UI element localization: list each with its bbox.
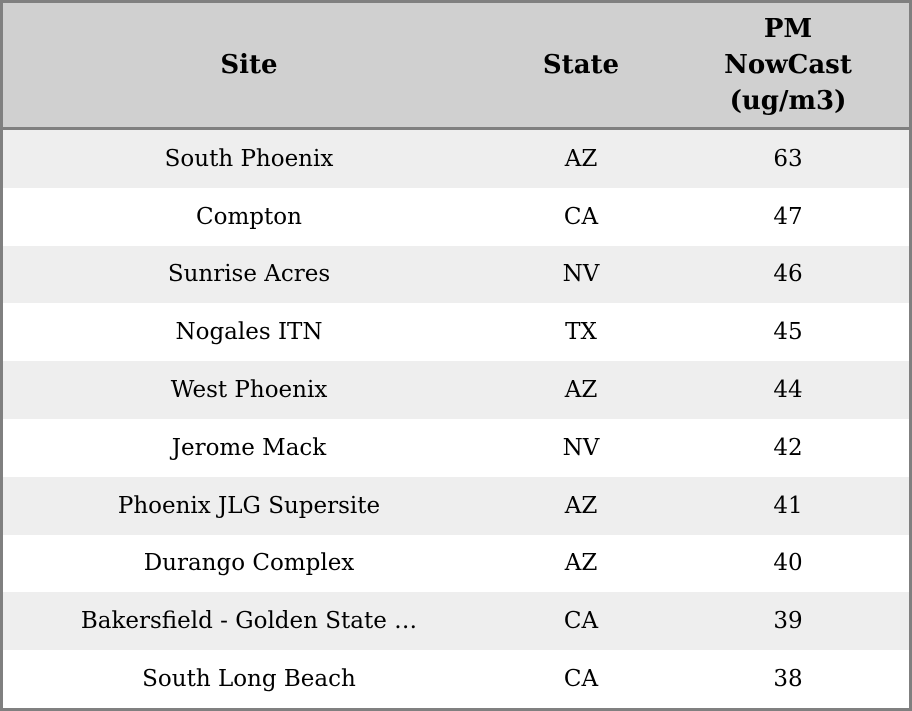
cell-site: Durango Complex — [143, 550, 355, 577]
table-row — [3, 303, 909, 361]
table-row — [3, 477, 909, 535]
table-row — [3, 246, 909, 304]
cell-pm-nowcast: 39 — [773, 608, 803, 635]
cell-pm-nowcast: 47 — [773, 203, 803, 230]
cell-pm-nowcast: 63 — [773, 145, 803, 172]
cell-state: AZ — [564, 550, 598, 577]
table-body — [3, 130, 909, 708]
pm-nowcast-header-lines — [724, 11, 852, 119]
cell-site: South Long Beach — [142, 666, 356, 693]
cell-state: CA — [563, 608, 599, 635]
table-row — [3, 592, 909, 650]
cell-site: Phoenix JLG Supersite — [117, 492, 381, 519]
pm-header-line-1: PM — [763, 14, 813, 44]
cell-site: Jerome Mack — [171, 434, 327, 461]
cell-pm-nowcast: 46 — [773, 261, 803, 288]
cell-state: AZ — [564, 145, 598, 172]
table-row — [3, 419, 909, 477]
cell-state: CA — [563, 203, 599, 230]
cell-state: NV — [562, 261, 600, 288]
column-header-pm-nowcast — [667, 3, 909, 127]
cell-pm-nowcast: 45 — [773, 319, 803, 346]
cell-state: AZ — [564, 492, 598, 519]
column-header-state: State — [542, 50, 620, 80]
cell-state: TX — [565, 319, 597, 346]
cell-pm-nowcast: 40 — [773, 550, 803, 577]
cell-state: AZ — [564, 377, 598, 404]
cell-site: West Phoenix — [170, 377, 328, 404]
cell-state: CA — [563, 666, 599, 693]
table-row — [3, 188, 909, 246]
cell-site: Sunrise Acres — [167, 261, 331, 288]
cell-pm-nowcast: 38 — [773, 666, 803, 693]
cell-site: Bakersfield - Golden State … — [80, 608, 418, 635]
cell-site: South Phoenix — [164, 145, 334, 172]
cell-site: Compton — [196, 203, 302, 230]
cell-pm-nowcast: 42 — [773, 434, 803, 461]
column-header-site: Site — [220, 50, 278, 80]
pm-header-line-2: NowCast — [724, 50, 852, 80]
table-row — [3, 130, 909, 188]
table-row — [3, 361, 909, 419]
cell-pm-nowcast: 41 — [773, 492, 803, 519]
cell-state: NV — [562, 434, 600, 461]
cell-site: Nogales ITN — [175, 319, 323, 346]
table-header-row — [3, 3, 909, 130]
pm-header-line-3: (ug/m3) — [729, 86, 847, 116]
table-row — [3, 650, 909, 708]
table-row — [3, 535, 909, 593]
cell-pm-nowcast: 44 — [773, 377, 803, 404]
